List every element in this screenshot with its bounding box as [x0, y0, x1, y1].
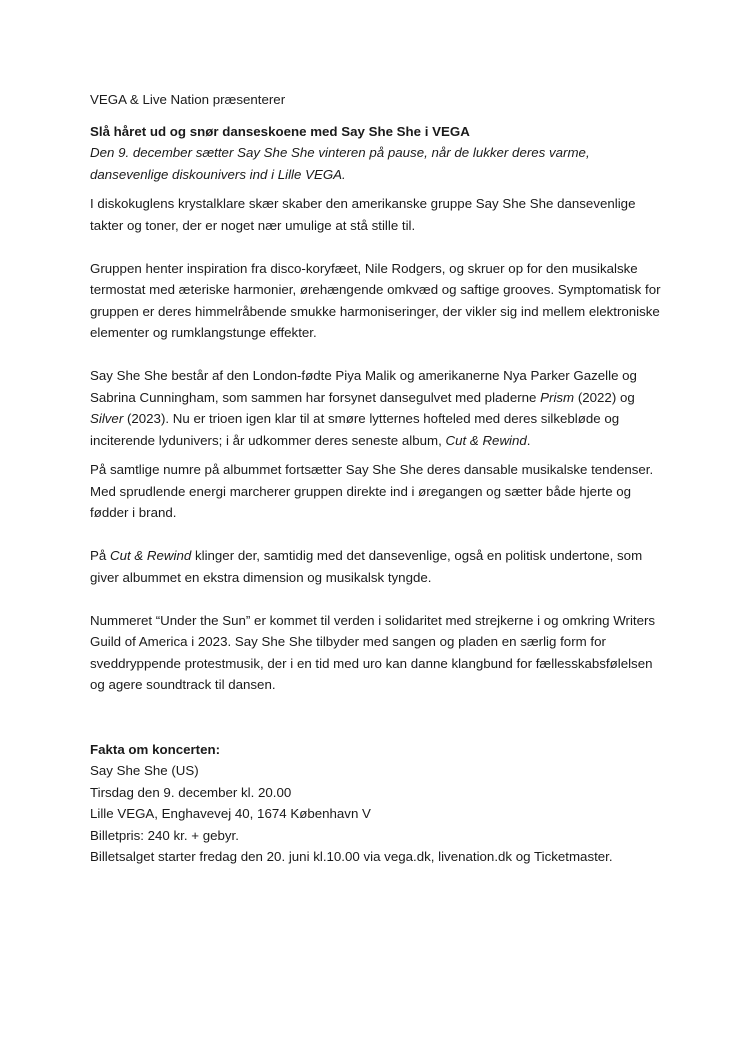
paragraph-3-text-1: Say She She består af den London-fødte Piya Malik og amerikanerne Nya Parker Gazelle og Sabrina Cunningham, som sammen har forsynet dansegulvet med pladerne	[90, 368, 637, 405]
facts-artist: Say She She (US)	[90, 763, 199, 778]
facts-price: Billetpris: 240 kr. + gebyr.	[90, 827, 239, 843]
headline: Slå håret ud og snør danseskoene med Say She She i VEGA	[90, 123, 470, 139]
paragraph-2: Gruppen henter inspiration fra disco-koryfæet, Nile Rodgers, og skruer op for den musikalske termostat med æteriske harmonier, ørehængende omkvæd og saftige grooves. Symptomatisk for gruppen er deres himmelråbende smukke harmoniseringer, der vikler sig ind mellem elektroniske elementer og rumklangstunge effekter.	[90, 260, 661, 340]
document-page	[90, 89, 670, 868]
paragraph-4: På samtlige numre på albummet fortsætter Say She She deres dansable musikalske tendenser. Med sprudlende energi marcherer gruppen direkte ind i øregangen og sætter både hjerte og fødder i brand.	[90, 462, 654, 520]
facts-venue: Lille VEGA, Enghavevej 40, 1674 København V	[90, 806, 371, 821]
paragraph-3-text-4: .	[526, 432, 531, 448]
presenter-line: VEGA & Live Nation præsenterer	[90, 92, 286, 107]
paragraph-5	[90, 545, 670, 588]
album-title-silver: Silver	[90, 411, 124, 426]
paragraph-1: I diskokuglens krystalklare skær skaber den amerikanske gruppe Say She She dansevenlige takter og toner, der er noget nær umulige at stå stille til.	[90, 196, 636, 233]
paragraph-3-text-2: (2022) og	[574, 389, 635, 405]
paragraph-3-text-3: (2023). Nu er trioen igen klar til at smøre lytternes hofteled med deres silkebløde og inciterende lydunivers; i år udkommer deres seneste album,	[90, 411, 620, 448]
facts-title: Fakta om koncerten:	[90, 741, 221, 757]
paragraph-5-text-2: klinger der, samtidig med det dansevenlige, også en politisk undertone, som giver albummet en ekstra dimension og musikalsk tyngde.	[90, 548, 643, 585]
album-title-cut-rewind: Cut & Rewind	[445, 432, 527, 448]
facts-section	[90, 739, 670, 868]
facts-ticket-sale: Billetsalget starter fredag den 20. juni kl.10.00 via vega.dk, livenation.dk og Ticketmaster.	[90, 849, 613, 864]
facts-date: Tirsdag den 9. december kl. 20.00	[90, 784, 292, 800]
paragraph-5-text-1: På	[90, 548, 110, 563]
lead-paragraph: Den 9. december sætter Say She She vinteren på pause, når de lukker deres varme, dansevenlige diskounivers ind i Lille VEGA.	[90, 145, 590, 182]
paragraph-6: Nummeret “Under the Sun” er kommet til verden i solidaritet med strejkerne i og omkring Writers Guild of America i 2023. Say She She tilbyder med sangen og pladen en særlig form for sveddryppende protestmusik, der i en tid med uro kan danne klangbund for fællesskabsfølelsen og agere soundtrack til dansen.	[90, 612, 656, 692]
paragraph-3	[90, 365, 670, 451]
album-title-prism: Prism	[540, 389, 575, 405]
album-title-cut-rewind-2: Cut & Rewind	[109, 548, 192, 563]
